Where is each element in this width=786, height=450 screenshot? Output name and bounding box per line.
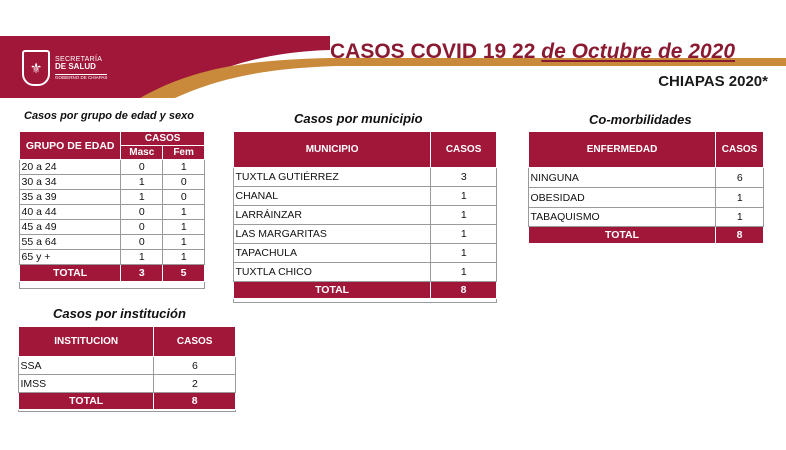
municipio-nombre: CHANAL xyxy=(234,187,431,206)
municipio-casos: 1 xyxy=(431,244,497,263)
table-row xyxy=(20,220,205,235)
municipio-nombre: LARRÁINZAR xyxy=(234,206,431,225)
page-subtitle: CHIAPAS 2020* xyxy=(658,73,768,90)
comorbilidad-nombre: TABAQUISMO xyxy=(529,208,716,227)
comorbilidad-casos: 1 xyxy=(716,208,764,227)
edad-masc: 0 xyxy=(121,235,163,250)
edad-masc: 1 xyxy=(121,250,163,265)
comorbilidad-casos: 1 xyxy=(716,188,764,208)
edad-grupo: 35 a 39 xyxy=(20,190,121,205)
institucion-total: 8 xyxy=(154,393,236,410)
title-date: de Octubre de 2020 xyxy=(541,40,735,63)
table-row xyxy=(234,206,497,225)
edad-table xyxy=(19,131,205,282)
total-row xyxy=(19,393,236,410)
table-row xyxy=(20,175,205,190)
edad-header-grupo: GRUPO DE EDAD xyxy=(20,132,121,160)
table-row xyxy=(19,357,236,375)
edad-masc: 0 xyxy=(121,160,163,175)
municipio-total: 8 xyxy=(431,282,497,299)
institucion-total-label: TOTAL xyxy=(19,393,154,410)
municipio-nombre: LAS MARGARITAS xyxy=(234,225,431,244)
municipio-casos: 1 xyxy=(431,206,497,225)
table-row xyxy=(529,208,764,227)
comorbilidades-header-enfermedad: ENFERMEDAD xyxy=(529,132,716,168)
logo-line1: SECRETARÍA xyxy=(55,55,103,63)
total-row xyxy=(20,265,205,282)
edad-title: Casos por grupo de edad y sexo xyxy=(24,110,194,122)
edad-header-casos: CASOS xyxy=(121,132,205,146)
edad-fem: 1 xyxy=(163,220,205,235)
edad-fem: 0 xyxy=(163,190,205,205)
municipio-casos: 1 xyxy=(431,187,497,206)
comorbilidades-title: Co-morbilidades xyxy=(589,112,692,127)
institucion-nombre: IMSS xyxy=(19,375,154,393)
table-row xyxy=(234,225,497,244)
comorbilidad-casos: 6 xyxy=(716,168,764,188)
table-row xyxy=(234,187,497,206)
comorbilidad-nombre: OBESIDAD xyxy=(529,188,716,208)
edad-grupo: 45 a 49 xyxy=(20,220,121,235)
institucion-casos: 2 xyxy=(154,375,236,393)
edad-masc: 0 xyxy=(121,220,163,235)
municipio-table xyxy=(233,131,497,299)
comorbilidad-nombre: NINGUNA xyxy=(529,168,716,188)
total-row xyxy=(529,227,764,244)
institucion-title: Casos por institución xyxy=(53,306,186,321)
institucion-nombre: SSA xyxy=(19,357,154,375)
logo-line3: GOBIERNO DE CHIAPAS xyxy=(55,74,108,80)
institucion-header-casos: CASOS xyxy=(154,327,236,357)
edad-fem: 1 xyxy=(163,205,205,220)
institucion-casos: 6 xyxy=(154,357,236,375)
edad-masc: 1 xyxy=(121,175,163,190)
edad-grupo: 30 a 34 xyxy=(20,175,121,190)
municipio-nombre: TAPACHULA xyxy=(234,244,431,263)
comorbilidades-total-label: TOTAL xyxy=(529,227,716,244)
edad-fem: 0 xyxy=(163,175,205,190)
municipio-casos: 1 xyxy=(431,263,497,282)
municipio-nombre: TUXTLA GUTIÉRREZ xyxy=(234,168,431,187)
edad-fem: 1 xyxy=(163,160,205,175)
edad-total-fem: 5 xyxy=(163,265,205,282)
logo-line2: DE SALUD xyxy=(55,62,96,72)
title-prefix: CASOS COVID 19 22 xyxy=(330,40,542,63)
municipio-header-nombre: MUNICIPIO xyxy=(234,132,431,168)
comorbilidades-total: 8 xyxy=(716,227,764,244)
table-row xyxy=(234,244,497,263)
municipio-nombre: TUXTLA CHICO xyxy=(234,263,431,282)
edad-masc: 1 xyxy=(121,190,163,205)
comorbilidades-table xyxy=(528,131,764,244)
edad-total-masc: 3 xyxy=(121,265,163,282)
municipio-header-casos: CASOS xyxy=(431,132,497,168)
table-row xyxy=(20,160,205,175)
institucion-header-nombre: INSTITUCION xyxy=(19,327,154,357)
comorbilidades-header-casos: CASOS xyxy=(716,132,764,168)
table-row xyxy=(20,205,205,220)
table-row xyxy=(234,263,497,282)
institucion-table xyxy=(18,326,236,410)
edad-grupo: 55 a 64 xyxy=(20,235,121,250)
edad-grupo: 65 y + xyxy=(20,250,121,265)
edad-masc: 0 xyxy=(121,205,163,220)
page-title xyxy=(330,40,735,64)
edad-fem: 1 xyxy=(163,235,205,250)
edad-grupo: 20 a 24 xyxy=(20,160,121,175)
municipio-title: Casos por municipio xyxy=(294,111,423,126)
municipio-total-label: TOTAL xyxy=(234,282,431,299)
table-row xyxy=(19,375,236,393)
table-row xyxy=(20,190,205,205)
edad-grupo: 40 a 44 xyxy=(20,205,121,220)
total-row xyxy=(234,282,497,299)
table-row xyxy=(234,168,497,187)
table-row xyxy=(529,168,764,188)
edad-header-fem: Fem xyxy=(163,146,205,160)
table-row xyxy=(20,235,205,250)
municipio-casos: 3 xyxy=(431,168,497,187)
edad-total-label: TOTAL xyxy=(20,265,121,282)
edad-header-masc: Masc xyxy=(121,146,163,160)
edad-fem: 1 xyxy=(163,250,205,265)
municipio-casos: 1 xyxy=(431,225,497,244)
secretaria-salud-logo xyxy=(22,46,132,90)
coat-of-arms-icon: ⚜ xyxy=(22,50,50,86)
table-row xyxy=(20,250,205,265)
table-row xyxy=(529,188,764,208)
